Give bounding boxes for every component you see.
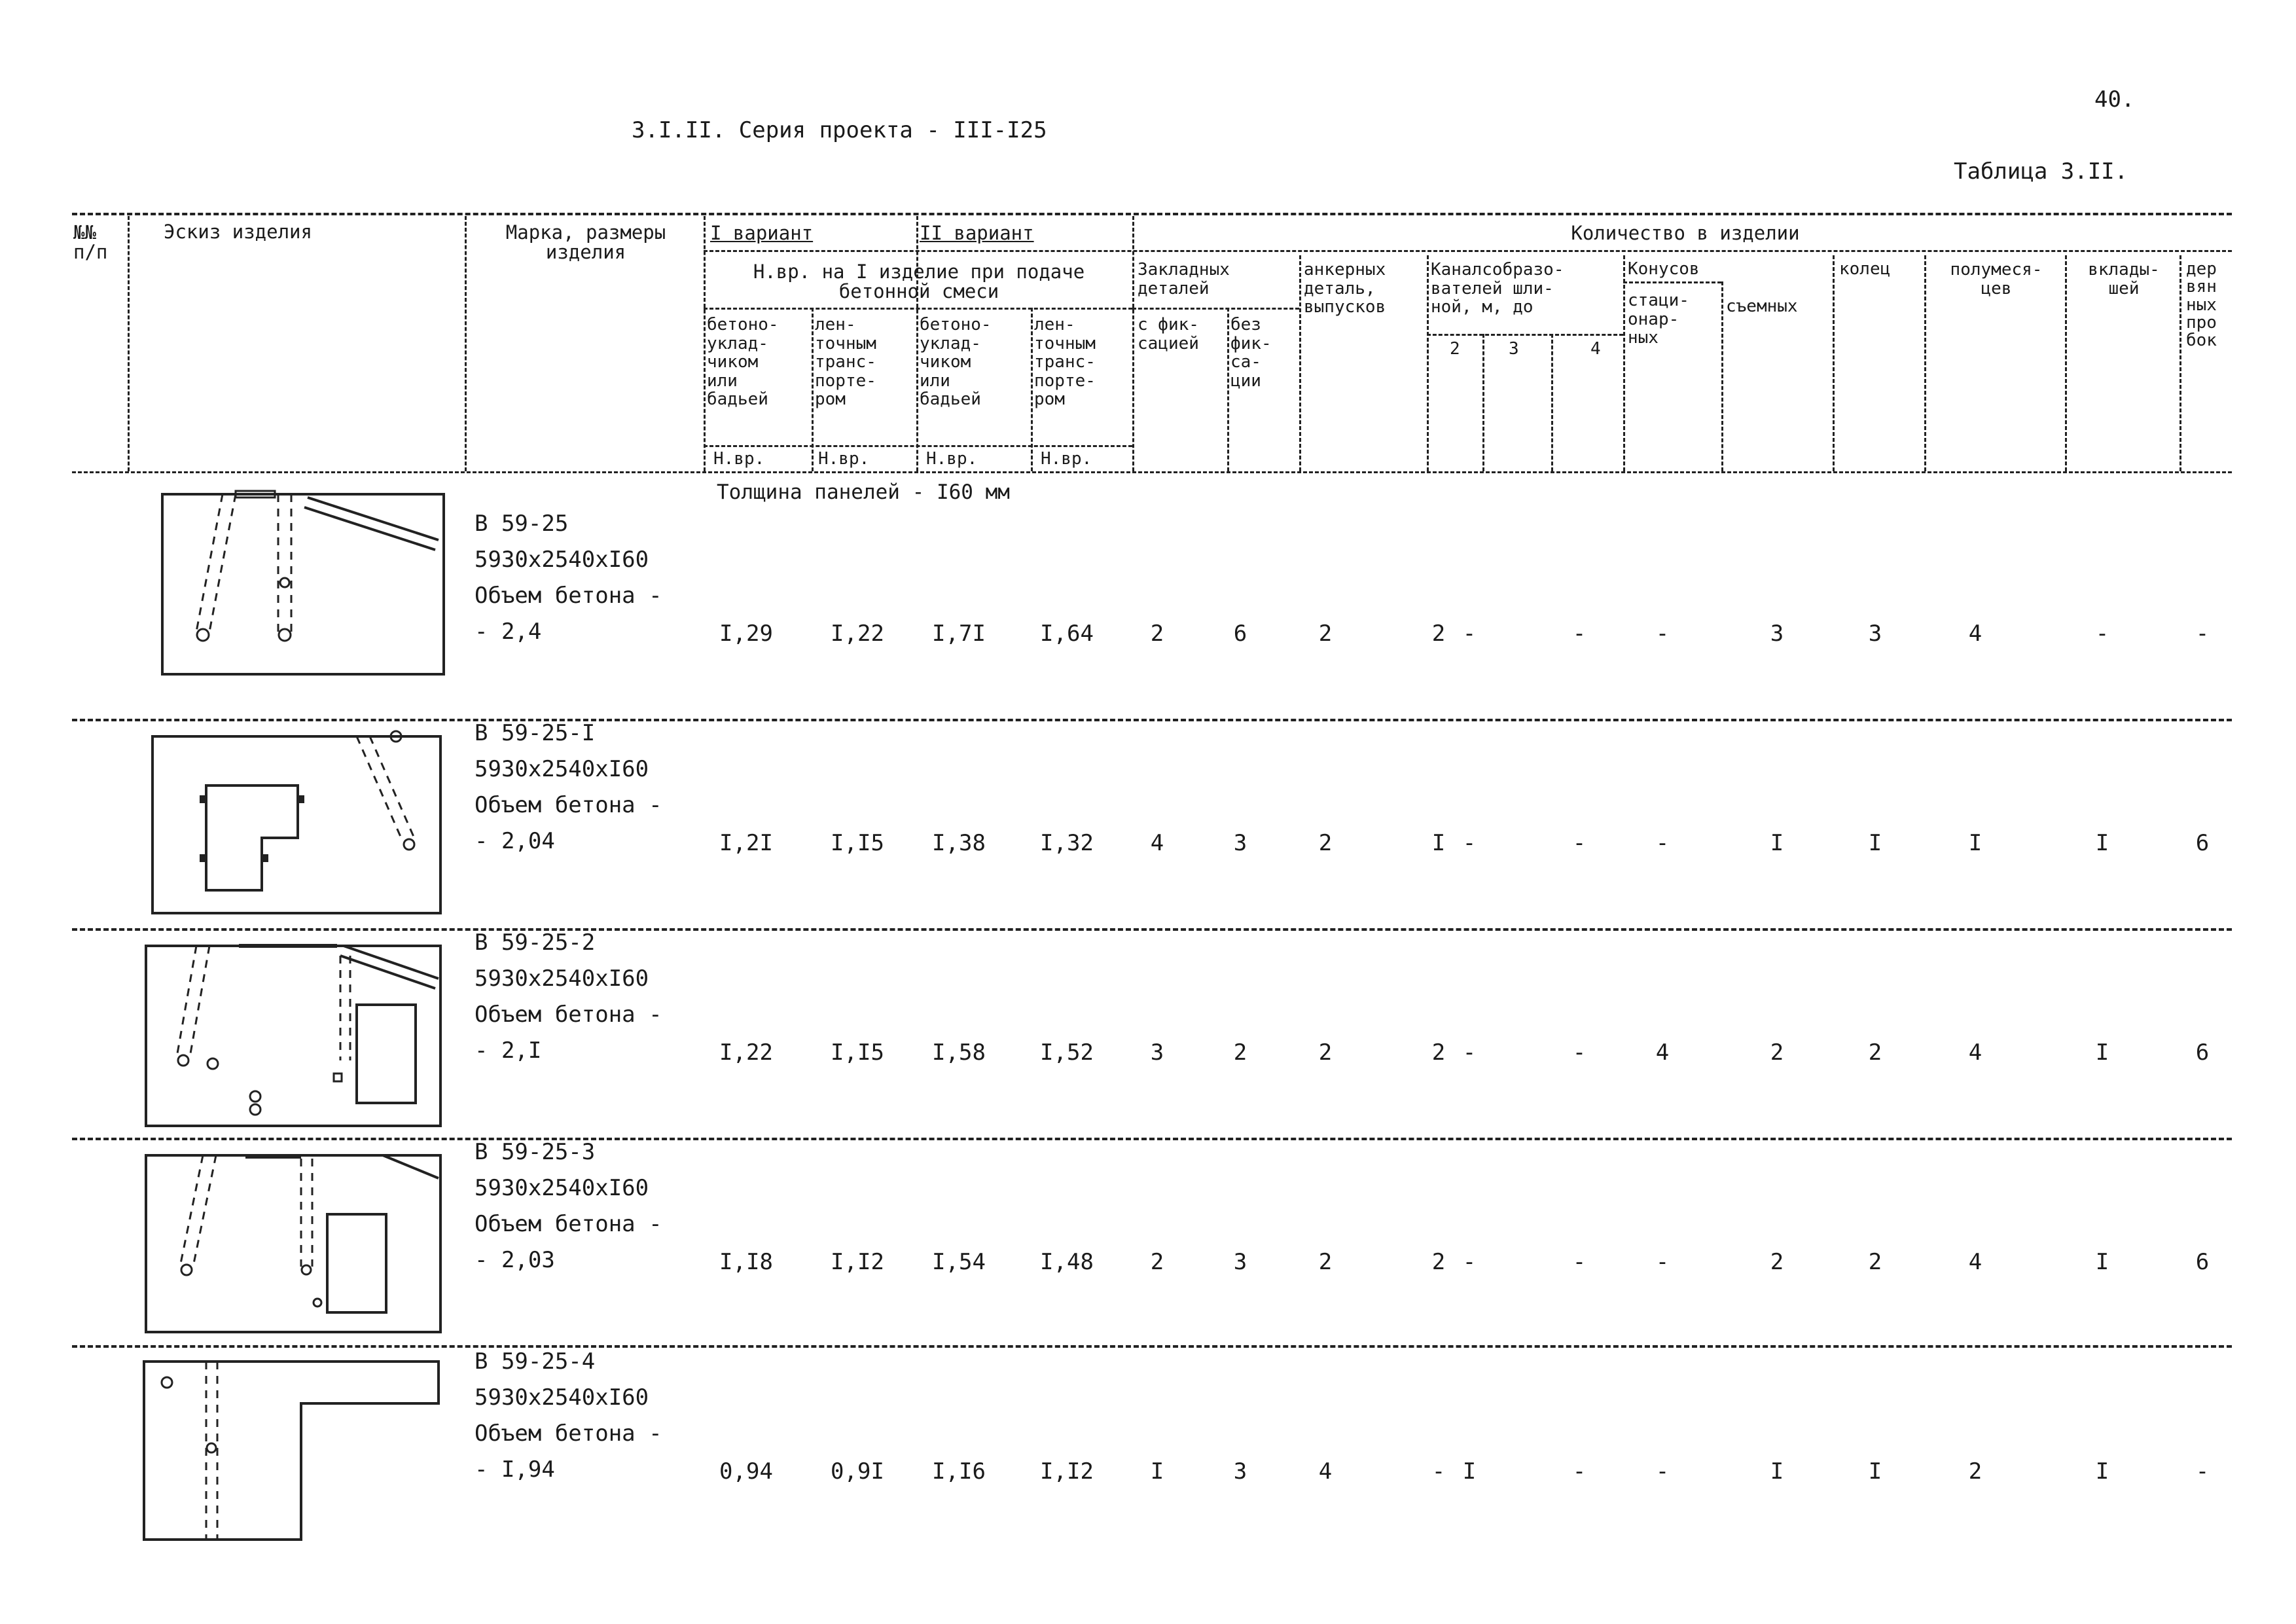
table-cell: 4 xyxy=(1150,830,1164,856)
table-cell: 0,94 xyxy=(719,1458,773,1485)
volume-value: - I,94 xyxy=(475,1456,555,1483)
volume-label: Объем бетона - xyxy=(475,1211,662,1237)
volume-label: Объем бетона - xyxy=(475,792,662,818)
table-cell: - xyxy=(1655,621,1670,647)
header-divider xyxy=(1227,308,1229,471)
channel-header: Каналсобразо- вателей шли- ной, м, до xyxy=(1431,260,1564,317)
plugs-header: дер вян ных про бок xyxy=(2186,259,2217,351)
table-cell: 6 xyxy=(2195,1249,2210,1275)
table-cell: 4 xyxy=(1318,1458,1333,1485)
header-bottom-line xyxy=(72,471,2232,473)
table-cell: I xyxy=(1462,1458,1477,1485)
product-dims: 5930х2540хI60 xyxy=(475,965,649,992)
table-cell: I xyxy=(2095,1039,2109,1066)
table-cell: 2 xyxy=(1968,1458,1982,1485)
table-cell: 2 xyxy=(1868,1249,1882,1275)
table-cell: I,I5 xyxy=(831,1039,884,1066)
table-cell: - xyxy=(1431,1458,1446,1485)
table-cell: - xyxy=(1572,1249,1587,1275)
channel-3m: 3 xyxy=(1509,339,1519,359)
table-cell: 3 xyxy=(1233,1249,1247,1275)
unit-label: Н.вр. xyxy=(926,449,978,469)
header-sub-line xyxy=(1427,334,1623,336)
header-divider xyxy=(1924,255,1926,471)
table-cell: 2 xyxy=(1318,1039,1333,1066)
table-cell: 0,9I xyxy=(831,1458,884,1485)
table-label: Таблица 3.II. xyxy=(1954,158,2128,185)
sub-bucket-2-header: бетоно- уклад- чиком или бадьей xyxy=(920,315,992,410)
product-mark: В 59-25-I xyxy=(475,720,596,746)
header-divider xyxy=(2179,255,2181,471)
table-cell: 3 xyxy=(1868,621,1882,647)
table-cell: I,22 xyxy=(719,1039,773,1066)
inserts-header: вклады- шей xyxy=(2088,260,2160,298)
table-cell: 4 xyxy=(1655,1039,1670,1066)
table-cell: I,I5 xyxy=(831,830,884,856)
table-cell: I,52 xyxy=(1040,1039,1094,1066)
table-cell: I xyxy=(1968,830,1982,856)
table-cell: 2 xyxy=(1150,621,1164,647)
section-title: 3.I.II. Серия проекта - III-I25 xyxy=(632,117,1047,143)
table-cell: 4 xyxy=(1968,1039,1982,1066)
product-mark: В 59-25-4 xyxy=(475,1348,596,1375)
header-sub-line xyxy=(1132,308,1299,310)
product-dims: 5930х2540хI60 xyxy=(475,547,649,573)
rings-header: колец xyxy=(1839,259,1891,279)
header-divider xyxy=(1623,255,1625,471)
table-cell: I,2I xyxy=(719,830,773,856)
table-cell: I,32 xyxy=(1040,830,1094,856)
header-divider xyxy=(1132,216,1134,471)
header-sub-line xyxy=(704,445,1132,447)
volume-value: - 2,I xyxy=(475,1038,542,1064)
header-sub-line xyxy=(704,308,1132,310)
col-mark-header: Марка, размеры изделия xyxy=(505,221,666,264)
header-divider xyxy=(1482,334,1484,471)
header-divider xyxy=(704,216,706,471)
header-divider xyxy=(1299,255,1301,471)
table-cell: - xyxy=(1462,1249,1477,1275)
sub-belt-2-header: лен- точным транс- порте- ром xyxy=(1034,315,1096,410)
panel-sketch xyxy=(141,1142,448,1339)
panel-sketch xyxy=(157,484,452,681)
table-cell: I,58 xyxy=(932,1039,986,1066)
table-cell: I,38 xyxy=(932,830,986,856)
table-cell: 2 xyxy=(1318,1249,1333,1275)
variant-2-header: II вариант xyxy=(920,222,1034,244)
volume-label: Объем бетона - xyxy=(475,1001,662,1028)
fixed-header: с фик- сацией xyxy=(1138,315,1199,353)
table-cell: - xyxy=(1572,830,1587,856)
volume-label: Объем бетона - xyxy=(475,583,662,609)
product-mark: В 59-25 xyxy=(475,511,569,537)
table-cell: I,I2 xyxy=(1040,1458,1094,1485)
table-top-line xyxy=(72,213,2232,215)
header-divider xyxy=(1427,255,1429,471)
table-cell: 2 xyxy=(1431,621,1446,647)
table-cell: 2 xyxy=(1868,1039,1882,1066)
unit-label: Н.вр. xyxy=(818,449,870,469)
table-cell: I,22 xyxy=(831,621,884,647)
table-cell: I,64 xyxy=(1040,621,1094,647)
table-cell: I xyxy=(1868,1458,1882,1485)
page-number: 40. xyxy=(2094,86,2135,113)
table-cell: I,I6 xyxy=(932,1458,986,1485)
header-divider xyxy=(128,216,130,471)
channel-2m: 2 xyxy=(1450,339,1460,359)
table-cell: 6 xyxy=(1233,621,1247,647)
channel-4m: 4 xyxy=(1590,339,1601,359)
header-divider xyxy=(1551,334,1553,471)
table-cell: 6 xyxy=(2195,830,2210,856)
col-sketch-header: Эскиз изделия xyxy=(164,221,312,243)
labor-group-header: Н.вр. на I изделие при подаче бетонной смеси xyxy=(753,261,1085,303)
sub-belt-1-header: лен- точным транс- порте- ром xyxy=(815,315,876,410)
table-cell: - xyxy=(1462,621,1477,647)
header-divider xyxy=(2065,255,2067,471)
row-separator xyxy=(72,1345,2232,1348)
table-cell: - xyxy=(1655,1249,1670,1275)
unit-label: Н.вр. xyxy=(1041,449,1092,469)
row-separator xyxy=(72,1138,2232,1140)
table-cell: I,54 xyxy=(932,1249,986,1275)
panel-sketch xyxy=(137,1350,452,1546)
stationary-header: стаци- онар- ных xyxy=(1628,291,1689,348)
table-cell: - xyxy=(1462,830,1477,856)
table-cell: I,I8 xyxy=(719,1249,773,1275)
variant-1-header: I вариант xyxy=(710,222,814,244)
table-cell: I,7I xyxy=(932,621,986,647)
table-cell: I,I2 xyxy=(831,1249,884,1275)
volume-value: - 2,03 xyxy=(475,1247,555,1273)
product-mark: В 59-25-3 xyxy=(475,1139,596,1165)
table-cell: - xyxy=(2195,621,2210,647)
product-dims: 5930х2540хI60 xyxy=(475,756,649,782)
table-cell: 4 xyxy=(1968,1249,1982,1275)
table-cell: 2 xyxy=(1770,1249,1784,1275)
table-cell: 2 xyxy=(1431,1249,1446,1275)
halfmoons-header: полумеся- цев xyxy=(1950,260,2043,298)
table-cell: 4 xyxy=(1968,621,1982,647)
row-separator xyxy=(72,928,2232,931)
table-cell: 3 xyxy=(1150,1039,1164,1066)
volume-value: - 2,04 xyxy=(475,828,555,854)
header-divider xyxy=(465,216,467,471)
product-mark: В 59-25-2 xyxy=(475,929,596,956)
volume-value: - 2,4 xyxy=(475,619,542,645)
embedded-header: Закладных деталей xyxy=(1138,260,1230,298)
cones-header: Конусов xyxy=(1628,259,1700,279)
thickness-note: Толщина панелей - I60 мм xyxy=(717,480,1010,504)
table-cell: - xyxy=(1572,1458,1587,1485)
sub-bucket-1-header: бетоно- уклад- чиком или бадьей xyxy=(707,315,779,410)
table-cell: 2 xyxy=(1318,830,1333,856)
anchor-header: анкерных деталь, выпусков xyxy=(1304,260,1386,317)
removable-header: съемных xyxy=(1726,297,1798,316)
table-cell: - xyxy=(2195,1458,2210,1485)
quantity-group-header: Количество в изделии xyxy=(1571,222,1800,244)
volume-label: Объем бетона - xyxy=(475,1420,662,1447)
table-cell: - xyxy=(1462,1039,1477,1066)
product-dims: 5930х2540хI60 xyxy=(475,1384,649,1411)
table-cell: I xyxy=(1770,830,1784,856)
table-cell: 2 xyxy=(1318,621,1333,647)
table-cell: I,48 xyxy=(1040,1249,1094,1275)
table-cell: - xyxy=(1572,621,1587,647)
panel-sketch xyxy=(141,933,448,1132)
header-sub-line xyxy=(704,250,2232,252)
row-separator xyxy=(72,719,2232,721)
table-cell: 2 xyxy=(1770,1039,1784,1066)
table-cell: - xyxy=(2095,621,2109,647)
unfixed-header: без фик- са- ции xyxy=(1230,315,1272,391)
table-cell: I xyxy=(1431,830,1446,856)
unit-label: Н.вр. xyxy=(713,449,765,469)
table-cell: 2 xyxy=(1150,1249,1164,1275)
header-sub-line xyxy=(1623,281,1721,283)
table-cell: I xyxy=(2095,1458,2109,1485)
header-divider xyxy=(916,216,918,471)
table-cell: - xyxy=(1655,1458,1670,1485)
table-cell: 2 xyxy=(1233,1039,1247,1066)
col-number-header: №№ п/п xyxy=(73,221,108,264)
table-cell: I xyxy=(1770,1458,1784,1485)
header-divider xyxy=(1833,255,1835,471)
table-cell: - xyxy=(1655,830,1670,856)
table-cell: 3 xyxy=(1233,1458,1247,1485)
header-divider xyxy=(1721,281,1723,471)
table-cell: 2 xyxy=(1431,1039,1446,1066)
table-cell: 3 xyxy=(1770,621,1784,647)
table-cell: I xyxy=(1150,1458,1164,1485)
table-cell: I xyxy=(2095,830,2109,856)
table-cell: 6 xyxy=(2195,1039,2210,1066)
table-cell: I xyxy=(2095,1249,2109,1275)
panel-sketch xyxy=(147,723,448,920)
table-cell: 3 xyxy=(1233,830,1247,856)
table-cell: - xyxy=(1572,1039,1587,1066)
table-cell: I,29 xyxy=(719,621,773,647)
table-cell: I xyxy=(1868,830,1882,856)
product-dims: 5930х2540хI60 xyxy=(475,1175,649,1201)
